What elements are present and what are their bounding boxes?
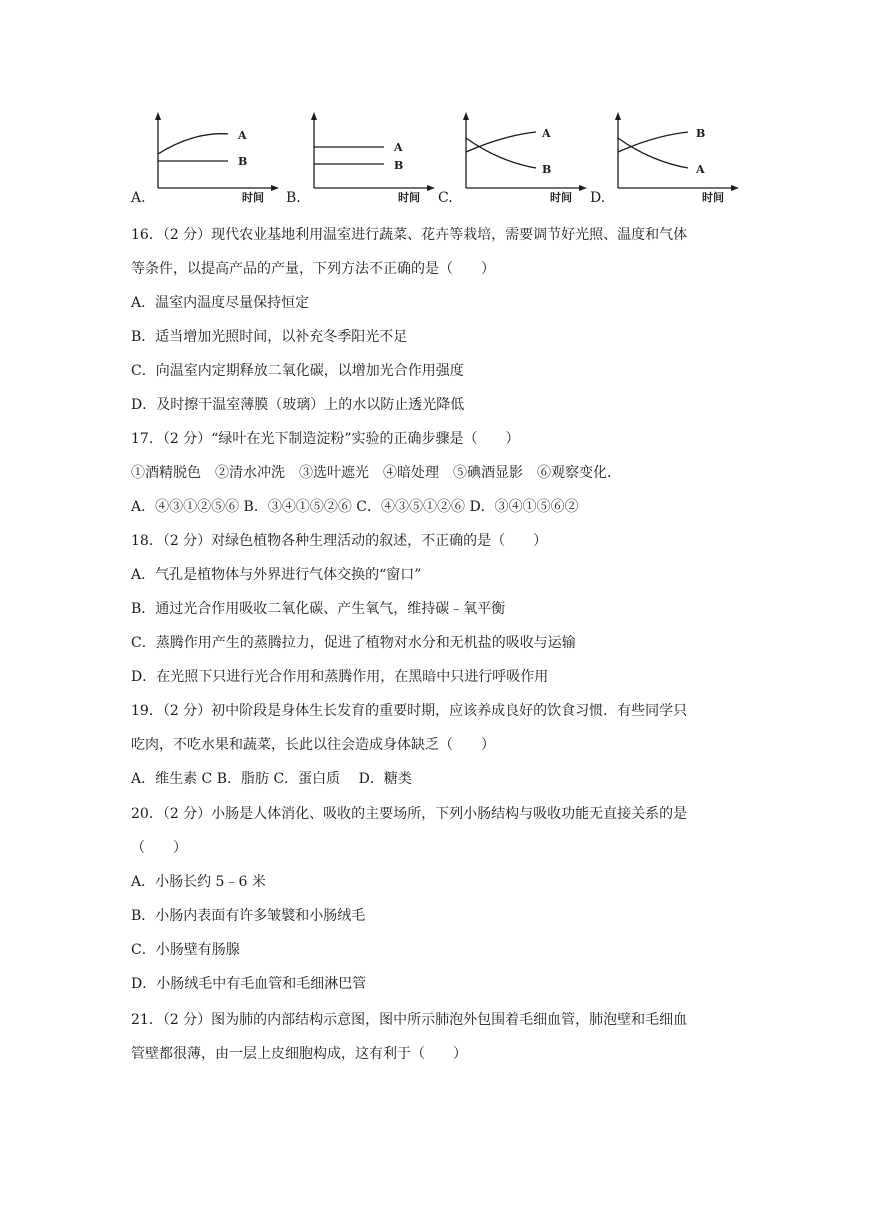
question-stem-line: 吃肉，不吃水果和蔬菜，长此以往会造成身体缺乏（ ） bbox=[131, 737, 495, 753]
curve-label-b: B bbox=[696, 127, 706, 140]
curve-label-b: B bbox=[394, 159, 404, 172]
question-stem-line: 20．（2 分）小肠是人体消化、吸收的主要场所，下列小肠结构与吸收功能无直接关系的是 bbox=[131, 806, 688, 822]
answer-option: D．小肠绒毛中有毛血管和毛细淋巴管 bbox=[131, 976, 367, 992]
question-stem-line: 19．（2 分）初中阶段是身体生长发育的重要时期，应该养成良好的饮食习惯．有些同学只 bbox=[131, 703, 688, 719]
question-stem-line: 21．（2 分）图为肺的内部结构示意图，图中所示肺泡外包围着毛细血管，肺泡壁和毛细血 bbox=[131, 1012, 688, 1028]
graph-option-b-label: B. bbox=[286, 190, 301, 206]
curve-label-a: A bbox=[238, 129, 247, 142]
curve-label-a: A bbox=[696, 163, 705, 176]
answer-option: D．在光照下只进行光合作用和蒸腾作用，在黑暗中只进行呼吸作用 bbox=[131, 669, 549, 685]
answer-option: C．小肠壁有肠腺 bbox=[131, 942, 240, 958]
question-stem-line: ①酒精脱色 ②清水冲洗 ③选叶遮光 ④暗处理 ⑤碘酒显影 ⑥观察变化． bbox=[131, 465, 621, 481]
answer-option: C．向温室内定期释放二氧化碳，以增加光合作用强度 bbox=[131, 363, 464, 379]
answer-option: B．适当增加光照时间，以补充冬季阳光不足 bbox=[131, 329, 408, 345]
graph-option-a-label: A. bbox=[131, 190, 146, 206]
question-stem-line: （ ） bbox=[131, 840, 187, 856]
graph-option-c bbox=[458, 112, 588, 204]
curve-label-a: A bbox=[394, 141, 403, 154]
x-axis-label: 时间 bbox=[702, 191, 724, 204]
answer-option: A．气孔是植物体与外界进行气体交换的“窗口” bbox=[131, 567, 422, 583]
answer-option: A．维生素 C B．脂肪 C．蛋白质 D．糖类 bbox=[131, 771, 412, 787]
question-stem-line: 等条件，以提高产品的产量，下列方法不正确的是（ ） bbox=[131, 261, 495, 277]
graph-option-b bbox=[306, 112, 436, 204]
curve-label-a: A bbox=[542, 127, 551, 140]
x-axis-label: 时间 bbox=[242, 191, 264, 204]
answer-option: A．小肠长约 5﹣6 米 bbox=[131, 874, 266, 890]
curve-label-b: B bbox=[238, 155, 248, 168]
graph-option-d-label: D. bbox=[590, 190, 606, 206]
question-stem-line: 16．（2 分）现代农业基地利用温室进行蔬菜、花卉等栽培，需要调节好光照、温度和气体 bbox=[131, 227, 688, 243]
x-axis-label: 时间 bbox=[550, 191, 572, 204]
answer-option: C．蒸腾作用产生的蒸腾拉力，促进了植物对水分和无机盐的吸收与运输 bbox=[131, 635, 576, 651]
answer-option: D．及时擦干温室薄膜（玻璃）上的水以防止透光降低 bbox=[131, 397, 465, 413]
question-stem-line: 管壁都很薄，由一层上皮细胞构成，这有利于（ ） bbox=[131, 1046, 467, 1062]
answer-option: A．温室内温度尽量保持恒定 bbox=[131, 295, 310, 311]
answer-option: B．通过光合作用吸收二氧化碳、产生氧气，维持碳﹣氧平衡 bbox=[131, 601, 506, 617]
question-stem-line: 17．（2 分）“绿叶在光下制造淀粉”实验的正确步骤是（ ） bbox=[131, 431, 520, 447]
graph-option-d bbox=[610, 112, 740, 204]
question-stem-line: 18．（2 分）对绿色植物各种生理活动的叙述，不正确的是（ ） bbox=[131, 533, 548, 549]
x-axis-label: 时间 bbox=[398, 191, 420, 204]
curve-label-b: B bbox=[542, 163, 552, 176]
answer-option: B．小肠内表面有许多皱襞和小肠绒毛 bbox=[131, 908, 366, 924]
graph-option-a bbox=[150, 112, 280, 204]
graph-option-c-label: C. bbox=[438, 190, 453, 206]
answer-option: A．④③①②⑤⑥ B．③④①⑤②⑥ C．④③⑤①②⑥ D．③④①⑤⑥② bbox=[131, 499, 579, 515]
